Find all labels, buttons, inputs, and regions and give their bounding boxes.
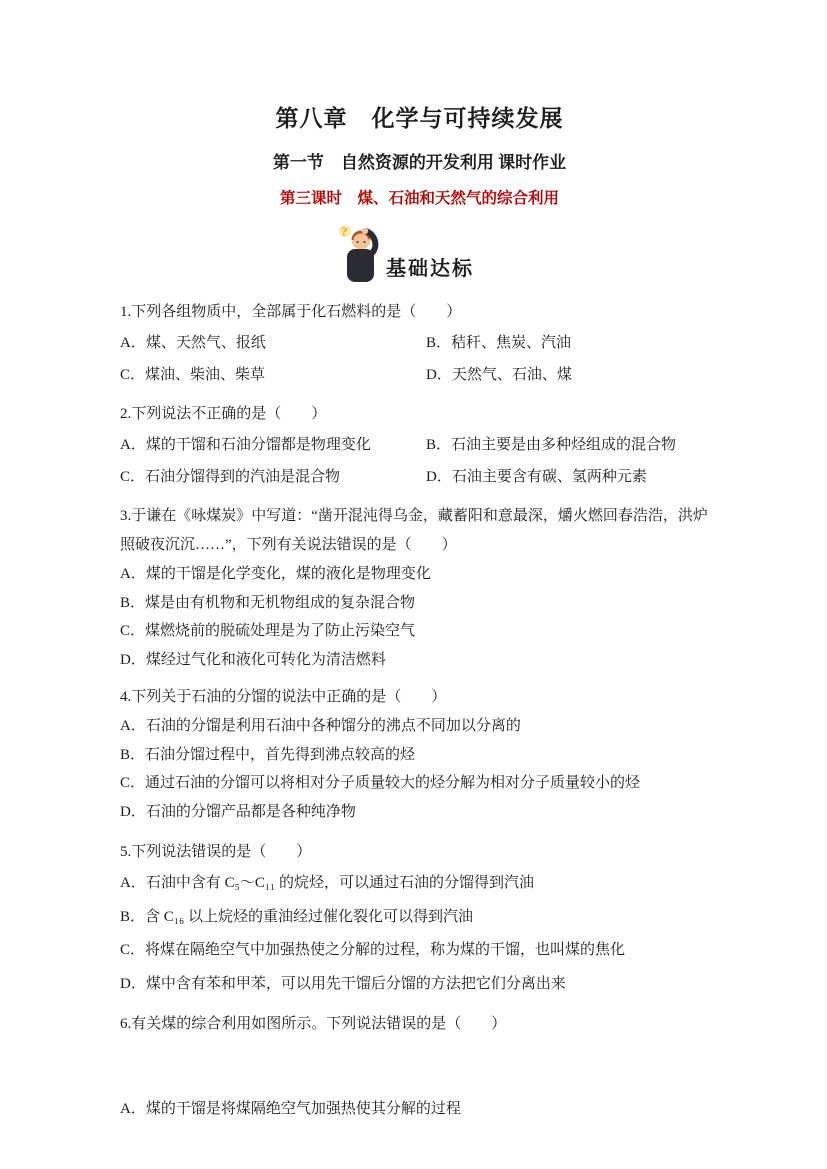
lesson-title: 第三课时 煤、石油和天然气的综合利用 [279,190,559,207]
question-stem: 6.有关煤的综合利用如图所示。下列说法错误的是（ ） [120,1016,507,1032]
question-2 [120,400,719,493]
option-d: D．煤经过气化和液化可转化为清洁燃料 [120,651,386,668]
option-d: D．石油的分馏产品都是各种纯净物 [120,803,356,820]
option-d: D．煤中含有苯和甲苯，可以用先干馏后分馏的方法把它们分离出来 [120,975,566,992]
option-b: B．含 C₁₆ 以上烷烃的重油经过催化裂化可以得到汽油 [120,908,473,925]
question-stem: 5.下列说法错误的是（ ） [120,844,312,860]
option-b: B．石油主要是由多种烃组成的混合物 [426,437,677,453]
option-c: C．煤油、柴油、柴草 [120,367,266,383]
option-c: C．煤燃烧前的脱硫处理是为了防止污染空气 [120,623,416,639]
option-b: B．石油分馏过程中，首先得到沸点较高的烃 [120,746,416,763]
option-a: A．煤的干馏和石油分馏都是物理变化 [120,437,371,453]
svg-text:?: ? [341,224,348,239]
question-stem: 4.下列关于石油的分馏的说法中正确的是（ ） [120,689,447,705]
option-a: A．煤的干馏是化学变化，煤的液化是物理变化 [120,566,431,582]
thinking-boy-icon [336,221,384,289]
question-options [120,712,719,826]
question-3 [120,502,719,674]
question-stem: 1.下列各组物质中，全部属于化石燃料的是（ ） [120,304,462,320]
chapter-title: 第八章 化学与可持续发展 [275,106,564,131]
option-c: C．将煤在隔绝空气中加强热使之分解的过程，称为煤的干馏，也叫煤的焦化 [120,942,626,958]
option-a: A．石油的分馏是利用石油中各种馏分的沸点不同加以分离的 [120,718,521,734]
question-6 [120,1010,719,1124]
option-c: C．石油分馏得到的汽油是混合物 [120,469,341,485]
section-title: 第一节 自然资源的开发利用 课时作业 [272,153,567,172]
question-options [120,867,719,1001]
option-a: A．煤、天然气、报纸 [120,335,266,351]
question-1 [120,298,719,391]
section-badge [336,226,719,289]
question-options [120,560,719,674]
coal-utilization-diagram-placeholder [120,1039,719,1095]
question-options [120,429,719,493]
option-a: A．煤的干馏是将煤隔绝空气加强热使其分解的过程 [120,1101,461,1117]
option-b: B．秸秆、焦炭、汽油 [426,335,572,351]
option-d: D．石油主要含有碳、氢两种元素 [426,469,647,485]
question-stem: 3.于谦在《咏煤炭》中写道：“凿开混沌得乌金，藏蓄阳和意最深，爝火燃回春浩浩，洪炉照破夜沉沉……”，下列有关说法错误的是（ ） [120,508,708,553]
question-5 [120,838,719,1001]
option-a: A．石油中含有 C₅～C₁₁ 的烷烃，可以通过石油的分馏得到汽油 [120,875,535,891]
badge-label: 基础达标 [386,258,474,280]
question-4 [120,683,719,826]
option-b: B．煤是由有机物和无机物组成的复杂混合物 [120,594,416,611]
question-stem: 2.下列说法不正确的是（ ） [120,406,327,422]
option-c: C．通过石油的分馏可以将相对分子质量较大的烃分解为相对分子质量较小的烃 [120,775,641,791]
option-d: D．天然气、石油、煤 [426,367,572,383]
question-options [120,327,719,391]
